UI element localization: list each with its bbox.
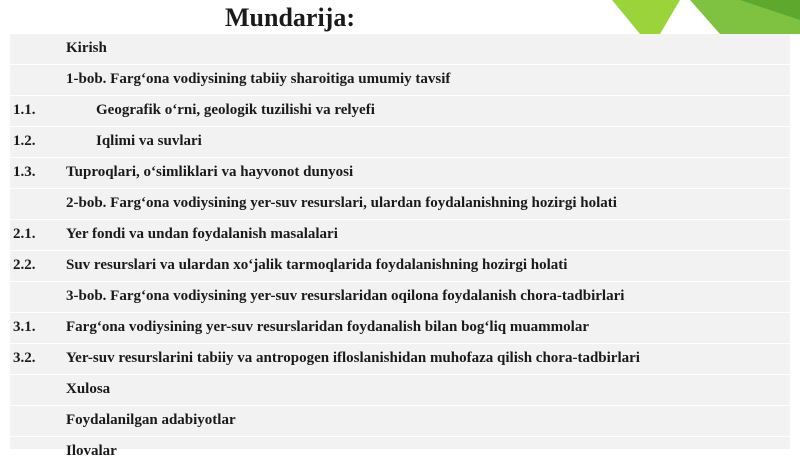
toc-row [10,34,790,65]
toc-entry-text: 2-bob. Farg‘ona vodiysining yer-suv resurslari, ulardan foydalanishning hozirgi holati [66,195,617,211]
toc-row [10,313,790,344]
page-title: Mundarija: [225,3,355,32]
toc-row [10,96,790,127]
toc-row [10,282,790,313]
toc-entry-text: Suv resurslari va ulardan xo‘jalik tarmoqlarida foydalanishning hozirgi holati [66,257,568,273]
toc-entry-text: Ilovalar [66,443,117,459]
toc-row [10,344,790,375]
toc-row [10,65,790,96]
toc-row [10,127,790,158]
toc-number: 1.2. [13,133,36,149]
toc-entry-text: 3-bob. Farg‘ona vodiysining yer-suv resurslaridan oqilona foydalanish chora-tadbirlari [66,288,625,304]
toc-row [10,251,790,282]
toc-row [10,189,790,220]
toc-number: 1.3. [13,164,36,180]
toc-number: 3.2. [13,350,36,366]
toc-number: 2.2. [13,257,36,273]
toc-row [10,158,790,189]
toc-entry-text: Foydalanilgan adabiyotlar [66,412,236,428]
toc-entry-text: Iqlimi va suvlari [96,133,202,149]
toc-entry-text: Tuproqlari, o‘simliklari va hayvonot dunyosi [66,164,354,180]
toc-row [10,220,790,251]
toc-row [10,437,790,468]
toc-row [10,406,790,437]
toc-entry-text: Yer-suv resurslarini tabiiy va antropogen ifloslanishidan muhofaza qilish chora-tadbirlari [66,350,640,366]
table-of-contents [10,34,790,459]
toc-number: 2.1. [13,226,36,242]
toc-entry-text: Farg‘ona vodiysining yer-suv resurslaridan foydanalish bilan bog‘liq muammolar [66,319,589,335]
toc-entry-text: 1-bob. Farg‘ona vodiysining tabiiy sharoitiga umumiy tavsif [66,71,451,87]
toc-entry-text: Yer fondi va undan foydalanish masalalari [66,226,338,242]
toc-row [10,375,790,406]
toc-number: 1.1. [13,102,36,118]
toc-entry-text: Xulosa [66,381,111,397]
toc-number: 3.1. [13,319,36,335]
toc-entry-text: Kirish [66,40,107,56]
toc-entry-text: Geografik o‘rni, geologik tuzilishi va relyefi [96,102,375,118]
